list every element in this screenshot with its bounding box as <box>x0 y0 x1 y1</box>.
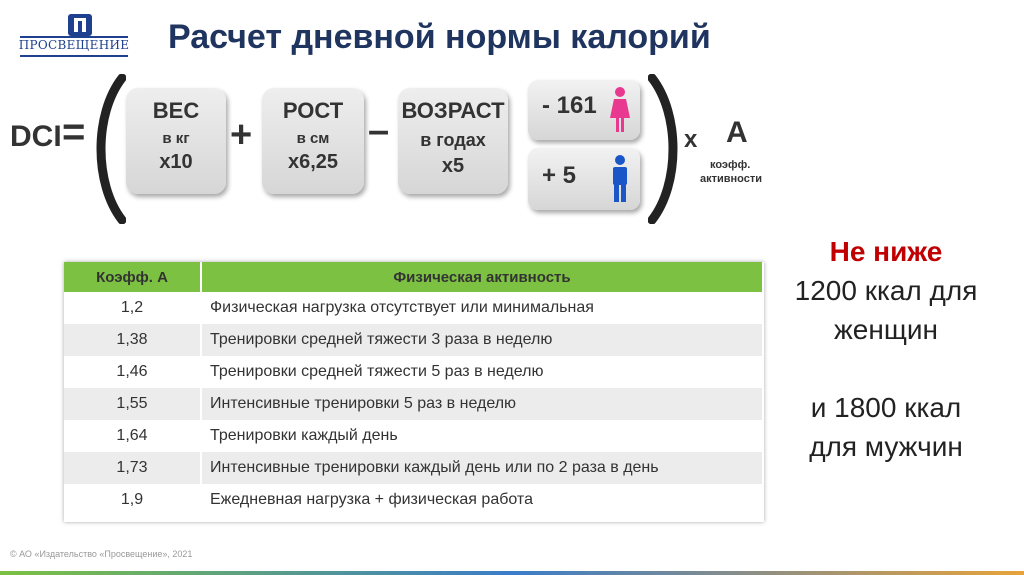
note-line-2: женщин <box>834 314 938 345</box>
table-row <box>64 292 763 324</box>
coefficient-a: А <box>726 116 748 149</box>
female-figure-icon <box>608 86 632 134</box>
column-header-activity: Физическая активность <box>201 262 763 292</box>
plus-sign: + <box>230 114 253 156</box>
coefficient-label <box>700 158 790 186</box>
coefficient-cell: 1,38 <box>64 324 201 356</box>
table-header-row <box>64 262 763 292</box>
coefficient-cell: 1,73 <box>64 452 201 484</box>
coefficient-cell: 1,55 <box>64 388 201 420</box>
weight-label: ВЕС <box>152 98 200 123</box>
activity-cell: Интенсивные тренировки 5 раз в неделю <box>201 388 763 420</box>
activity-table <box>64 262 764 516</box>
column-header-coefficient: Коэфф. А <box>64 262 201 292</box>
age-unit: в годах <box>420 130 486 150</box>
left-parenthesis <box>92 74 126 224</box>
coefficient-cell: 1,9 <box>64 484 201 516</box>
coefficient-cell: 1,2 <box>64 292 201 324</box>
minimum-calories-note <box>780 232 992 466</box>
weight-box <box>126 88 226 194</box>
height-unit: в см <box>296 130 330 147</box>
male-box <box>528 148 640 210</box>
activity-cell: Интенсивные тренировки каждый день или по 2 раза в день <box>201 452 763 484</box>
times-sign: х <box>684 126 698 153</box>
activity-cell: Тренировки средней тяжести 5 раз в неделю <box>201 356 763 388</box>
note-line-3: и 1800 ккал <box>810 392 962 423</box>
table-row <box>64 484 763 516</box>
note-line-4: для мужчин <box>809 431 963 462</box>
activity-cell: Тренировки каждый день <box>201 420 763 452</box>
formula-equals: = <box>62 110 86 154</box>
table-row <box>64 356 763 388</box>
male-constant: + 5 <box>542 162 577 189</box>
table-row <box>64 452 763 484</box>
logo-text: ПРОСВЕЩЕНИЕ <box>18 38 130 52</box>
activity-cell: Физическая нагрузка отсутствует или минимальная <box>201 292 763 324</box>
weight-factor: х10 <box>159 151 193 173</box>
table-row <box>64 420 763 452</box>
logo-mark-icon <box>66 12 94 38</box>
bottom-decorative-stripe <box>0 571 1024 575</box>
weight-unit: в кг <box>162 130 190 147</box>
right-parenthesis <box>648 74 682 224</box>
age-box <box>398 88 508 194</box>
note-highlight: Не ниже <box>829 236 943 267</box>
activity-table-container <box>64 262 764 522</box>
table-row <box>64 324 763 356</box>
height-label: РОСТ <box>282 98 344 123</box>
male-figure-icon <box>608 154 632 204</box>
copyright-footer: © АО «Издательство «Просвещение», 2021 <box>10 549 193 559</box>
coefficient-cell: 1,64 <box>64 420 201 452</box>
formula-lhs: DCI <box>10 120 62 153</box>
female-constant: - 161 <box>542 92 597 119</box>
note-spacer <box>780 349 992 388</box>
logo-divider-bottom <box>20 55 128 57</box>
age-factor: х5 <box>441 155 465 177</box>
female-box <box>528 80 640 140</box>
coefficient-label-line2: активности <box>700 173 763 185</box>
activity-cell: Ежедневная нагрузка + физическая работа <box>201 484 763 516</box>
dci-formula <box>0 74 800 224</box>
activity-cell: Тренировки средней тяжести 3 раза в неделю <box>201 324 763 356</box>
note-line-1: 1200 ккал для <box>794 275 978 306</box>
coefficient-label-line1: коэфф. <box>710 159 751 171</box>
coefficient-cell: 1,46 <box>64 356 201 388</box>
publisher-logo <box>18 12 130 60</box>
page-title: Расчет дневной нормы калорий <box>168 18 711 56</box>
age-label: ВОЗРАСТ <box>401 98 505 123</box>
height-box <box>262 88 364 194</box>
minus-sign: – <box>368 110 390 152</box>
height-factor: х6,25 <box>287 151 339 173</box>
table-row <box>64 388 763 420</box>
